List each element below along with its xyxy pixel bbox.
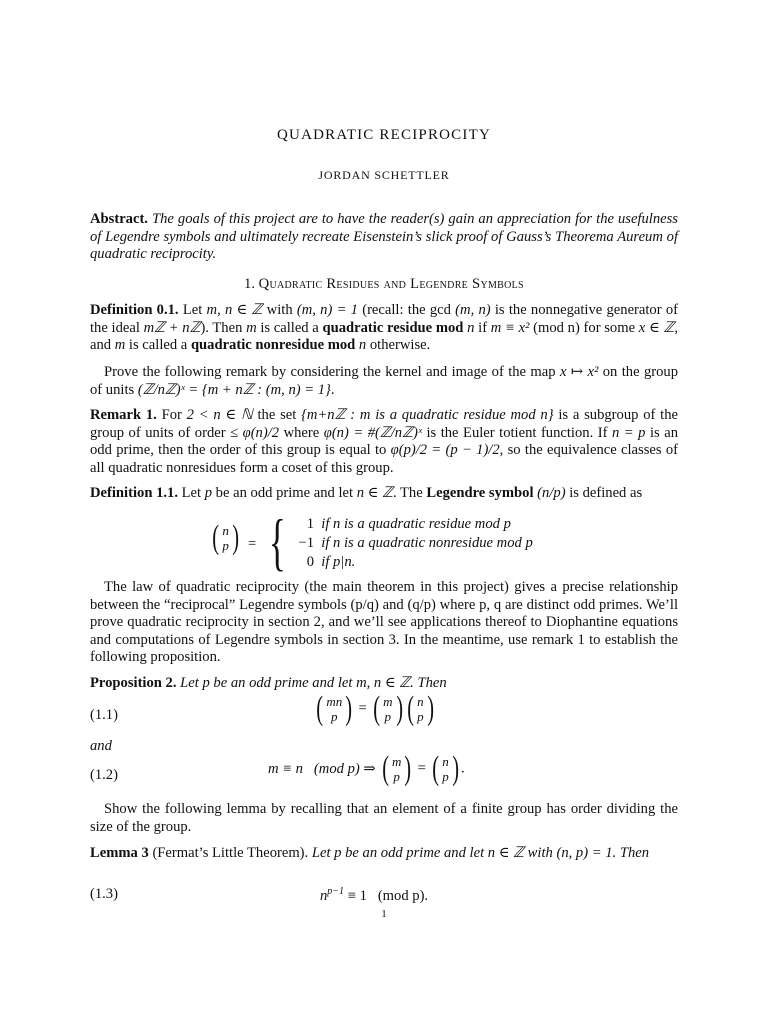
term-bold: quadratic nonresidue mod [190,337,356,354]
text-run: For [161,407,187,423]
fraction [441,754,450,784]
text-run: be an odd prime and let [212,485,357,501]
abstract-text: The goals of this project are to have the reader(s) gain an appreciation for the usefulness of Legendre symbols and ultimately recreate Eisenstein’s slick proof of Gauss’s Theorema Aureum of quadratic reciprocity. [90,211,678,263]
lemma-label: Lemma 3 [90,845,149,861]
paragraph-text: The law of quadratic reciprocity (the main theorem in this project) gives a precise relationship between the “reciprocal” Legendre symbols (p/q) and (q/p) where p, q are distinct odd primes. We’ll prove quadratic reciprocity in section 2, and we’ll see applications thereof to Diophantine equations and computations of Legendre symbols in section 3. In the meantime, use remark 1 to establish the following proposition. [90,579,678,666]
math-inline: (m, n) = 1 [296,302,358,318]
math-inline: n ∈ ℤ [356,485,393,501]
equation-1-2 [268,752,465,786]
math-inline: (mod n) [533,319,580,336]
lemma-text: Let p be an odd prime and let n ∈ ℤ with (n, p) = 1. [311,845,617,861]
case-row [288,554,355,571]
math-inline: (n/p) [533,485,566,501]
math-inline: ≡ 1 (mod p). [344,887,429,904]
text-run: with [262,302,297,318]
term-bold: quadratic residue mod [322,319,464,336]
equation-1-3 [320,886,428,905]
text-run: Let [182,302,207,318]
math-inline: x ∈ ℤ [638,319,675,336]
math-inline: φ(n) = #(ℤ/nℤ)ˣ [323,424,422,441]
definition-label: Definition 0.1. [90,302,179,318]
text-run: on the group of units [90,364,678,398]
math-inline: m ≡ x² [490,319,530,336]
lemma-3 [90,845,678,863]
equation-number: (1.1) [90,707,118,723]
prove-remark-paragraph [90,364,678,399]
fraction-numerator: m [383,694,393,709]
fraction [325,694,343,724]
text-run: ). Then [200,319,247,336]
text-run: Prove the following remark by considering the kernel and image of the map [104,364,560,380]
math-inline: p [204,485,213,501]
and-text [90,738,112,755]
law-paragraph [90,579,678,667]
proposition-2 [90,675,678,693]
fraction-denominator: p [417,709,424,724]
text-run: is called a [256,319,323,336]
math-inline: m, n ∈ ℤ [206,302,263,318]
proposition-label: Proposition 2. [90,675,177,691]
right-paren: ) [345,690,353,727]
text-run: . The [392,485,427,501]
math-inline: ≤ φ(n)/2 [230,424,280,441]
case-condition: if n is a quadratic residue mod p [321,516,511,532]
case-value: −1 [298,535,314,551]
fraction [382,694,393,724]
fraction-numerator: m [391,754,402,769]
text-run: is the nonnegative generator of the ideal [90,302,678,336]
abstract [90,211,678,264]
math-inline: (m, n) [455,302,491,318]
text-run: the set [252,407,302,423]
definition-label: Definition 1.1. [90,485,178,501]
text-run: , so the equivalence classes of all quadratic nonresidues form a coset of this group. [90,442,678,476]
implication-text: m ≡ n (mod p) ⇒ [268,761,376,777]
math-inline: n [320,887,328,904]
proposition-text: Let p be an odd prime and let m, n ∈ ℤ. Then [180,675,447,691]
case-condition: if p|n. [321,554,356,570]
definition-1-1 [90,485,678,503]
math-inline: φ(p)/2 = (p − 1)/2 [390,442,500,459]
text-run: if [474,319,491,336]
equation-number: (1.3) [90,886,118,902]
text-run: is defined as [565,485,643,501]
right-paren: ) [395,690,403,727]
left-paren: ( [316,690,324,727]
period: . [461,760,465,777]
fraction-denominator: p [384,709,392,724]
math-inline: n [463,319,475,336]
math-inline: 2 < n ∈ ℕ [186,407,253,423]
paragraph-text: Show the following lemma by recalling that an element of a finite group has order dividing the size of the group. [90,801,678,835]
paper-author: JORDAN SCHETTLER [318,168,450,182]
equation-number: (1.2) [90,767,118,783]
definition-0-1 [90,302,678,355]
fraction-denominator: p [442,769,449,784]
fraction-denominator: p [331,709,338,724]
left-paren: ( [373,690,380,727]
text-run: (recall: the gcd [357,302,456,318]
text-run: where [279,424,324,441]
equals-sign: = [248,536,257,552]
math-inline: (ℤ/nℤ)ˣ = {m + nℤ : (m, n) = 1} [137,381,331,398]
equation-1-1 [314,692,436,726]
fraction-numerator: n [417,694,424,709]
case-value: 0 [306,554,314,570]
case-row [288,535,533,552]
right-paren: ) [232,519,239,556]
remark-1 [90,407,678,477]
left-paren: ( [212,519,220,556]
term-bold: Legendre symbol [426,485,534,501]
fraction-numerator: mn [326,694,343,709]
left-brace: { [268,506,286,577]
text-run: Let [181,485,205,501]
right-paren: ) [426,690,434,727]
math-inline: n [355,337,367,354]
page-number: 1 [381,908,387,920]
lemma-intro-paragraph [90,801,678,836]
fraction [391,754,402,784]
math-inline: n = p [611,424,646,441]
section-heading [0,276,768,293]
math-inline: x ↦ x² [559,364,599,380]
lemma-text: Then [619,845,650,861]
lemma-name: (Fermat’s Little Theorem). [152,845,309,861]
fraction-denominator: p [222,538,229,553]
left-paren: ( [407,690,414,727]
text-run: for some [579,319,639,336]
fraction [221,523,230,553]
equals-sign: = [358,700,367,717]
left-paren: ( [432,750,439,787]
case-value: 1 [306,516,314,532]
abstract-label: Abstract. [90,211,148,227]
equals-sign: = [417,760,426,777]
fraction-numerator: n [222,523,229,538]
right-paren: ) [404,750,412,787]
case-row [288,516,511,533]
text-run: is a subgroup of the group of units of order [90,407,678,441]
section-title: Quadratic Residues and Legendre Symbols [258,276,524,292]
text-run: is called a [125,337,191,354]
math-inline: m [246,319,257,336]
text-run: and [90,738,112,754]
legendre-definition-display [210,506,610,577]
text-run: . [330,381,335,398]
fraction [416,694,425,724]
math-inline: mℤ + nℤ [143,319,201,336]
case-condition: if n is a quadratic nonresidue mod p [321,535,533,551]
paper-title: QUADRATIC RECIPROCITY [277,127,491,143]
text-run: otherwise. [366,337,431,354]
text-run: is an odd prime, then the order of this group is equal to [90,424,678,459]
right-paren: ) [451,750,459,787]
fraction-denominator: p [393,769,400,784]
math-inline: {m+nℤ : m is a quadratic residue mod n} [301,407,554,423]
left-paren: ( [381,750,389,787]
legendre-symbol [210,521,241,555]
text-run: , and [90,319,678,354]
math-inline: m [114,337,126,354]
text-run: is the Euler totient function. If [421,424,612,441]
fraction-numerator: n [442,754,449,769]
exponent: p−1 [327,886,345,897]
remark-label: Remark 1. [90,407,157,423]
section-number: 1. [244,276,255,292]
